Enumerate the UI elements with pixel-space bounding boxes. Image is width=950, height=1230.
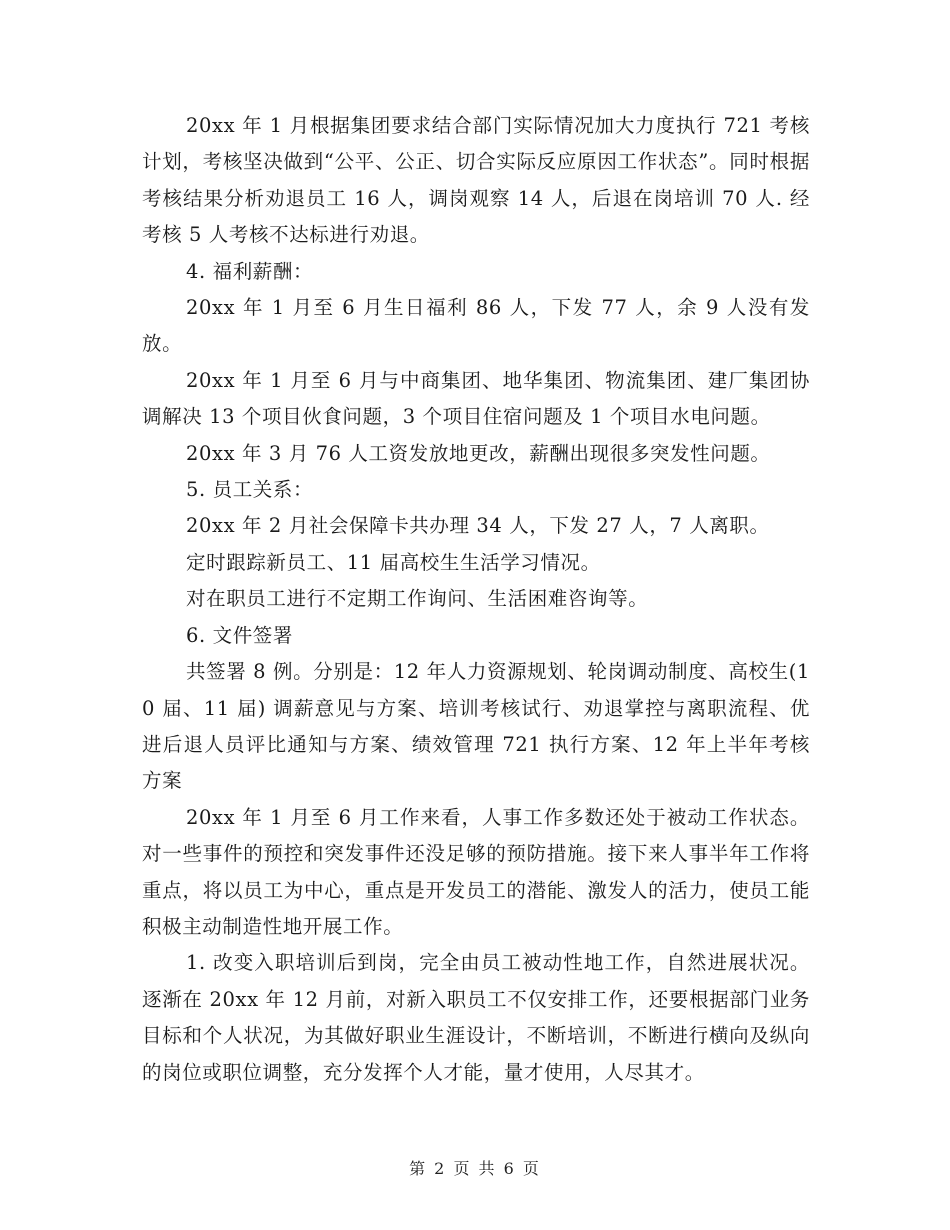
document-body [142,108,810,1091]
heading-document-signing: 6. 文件签署 [186,623,294,647]
heading-employee-relations: 5. 员工关系： [186,478,314,502]
paragraph-salary-change: 20xx 年 3 月 76 人工资发放地更改，薪酬出现很多突发性问题。 [186,441,771,465]
paragraph-social-security: 20xx 年 2 月社会保障卡共办理 34 人，下发 27 人，7 人离职。 [186,514,770,538]
paragraph-inquiry: 对在职员工进行不定期工作询问、生活困难咨询等。 [186,587,649,611]
paragraph-signed-documents: 共签署 8 例。分别是：12 年人力资源规划、轮岗调动制度、高校生(10 届、11 届) 调薪意见与方案、培训考核试行、劝退掌控与离职流程、优进后退人员评比通知与方案、绩效管理 721 执行方案、12 年上半年考核方案 [142,660,810,793]
paragraph-onboarding-plan: 1. 改变入职培训后到岗，完全由员工被动性地工作，自然进展状况。逐渐在 20xx 年 12 月前，对新入职员工不仅安排工作，还要根据部门业务目标和个人状况，为其做好职业生涯设计，不断培训，不断进行横向及纵向的岗位或职位调整，充分发挥个人才能，量才使用，人尽其才。 [142,951,810,1084]
paragraph-summary: 20xx 年 1 月至 6 月工作来看，人事工作多数还处于被动工作状态。对一些事件的预控和突发事件还没足够的预防措施。接下来人事半年工作将重点，将以员工为中心，重点是开发员工的潜能、激发人的活力，使员工能积极主动制造性地开展工作。 [142,805,810,938]
paragraph-assessment: 20xx 年 1 月根据集团要求结合部门实际情况加大力度执行 721 考核计划，考核坚决做到“公平、公正、切合实际反应原因工作状态”。同时根据考核结果分析劝退员工 16 人，调岗观察 14 人，后退在岗培训 70 人. 经考核 5 人考核不达标进行劝退。 [142,114,810,247]
paragraph-birthday-welfare: 20xx 年 1 月至 6 月生日福利 86 人，下发 77 人，余 9 人没有发放。 [142,296,810,356]
page-footer [0,1156,950,1179]
page-number-label: 第 2 页 共 6 页 [409,1159,541,1178]
paragraph-tracking: 定时跟踪新员工、11 届高校生生活学习情况。 [186,550,601,574]
paragraph-coordination: 20xx 年 1 月至 6 月与中商集团、地华集团、物流集团、建厂集团协调解决 13 个项目伙食问题，3 个项目住宿问题及 1 个项目水电问题。 [142,368,810,429]
heading-welfare-salary: 4. 福利薪酬： [186,259,314,283]
